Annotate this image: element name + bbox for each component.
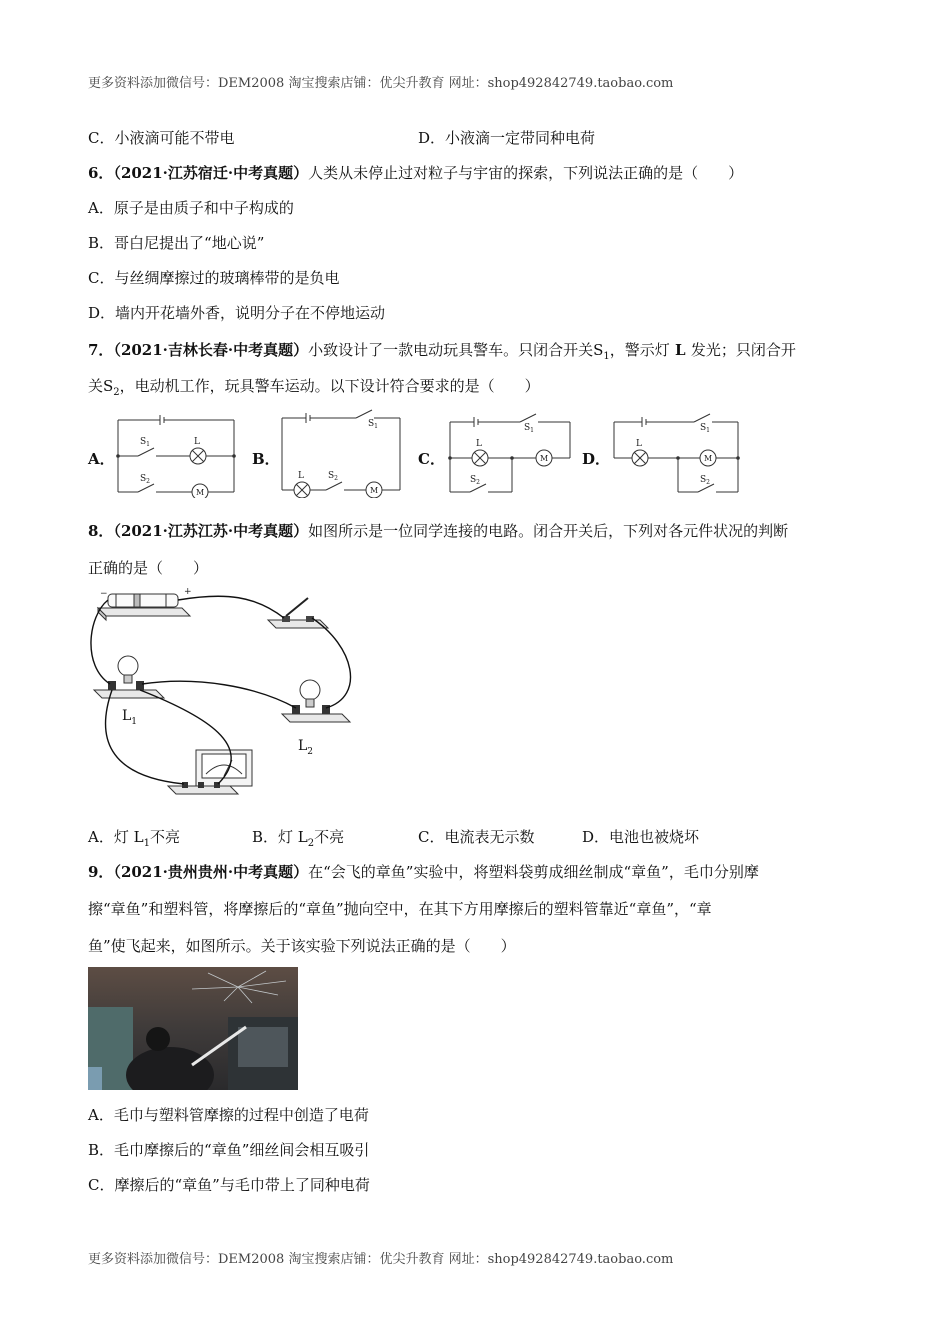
q8-number: 8．: [88, 522, 114, 540]
q6-option-b: B．哥白尼提出了“地心说”: [88, 234, 265, 252]
svg-text:S2: [470, 475, 480, 486]
q6-option-a: A．原子是由质子和中子构成的: [88, 199, 294, 217]
q5-option-c: C．小液滴可能不带电: [88, 129, 235, 147]
circuit-b-s2-label: S: [328, 471, 335, 481]
circuit-b-s2-sub: 2: [334, 475, 338, 482]
circuit-c-motor-label: M: [540, 454, 549, 463]
q7-label-a: A．: [88, 450, 115, 468]
svg-text:S1: [700, 423, 710, 434]
circuit-d-s2-sub: 2: [706, 479, 710, 486]
q8-option-b-sub: 2: [307, 838, 315, 849]
circuit-d-s1-label: S: [700, 423, 707, 433]
svg-text:L1: [122, 708, 137, 727]
circuit-diagram-b: [276, 406, 406, 498]
q8-option-c: C．电流表无示数: [418, 828, 535, 846]
q7-text-5: ，电动机工作，玩具警车运动。以下设计符合要求的是（ ）: [119, 377, 540, 395]
circuit-diagram-a: [112, 412, 240, 498]
circuit-diagram-c: [444, 408, 576, 498]
q9-source: （2021·贵州贵州·中考真题）: [113, 863, 309, 881]
q9-number: 9．: [88, 863, 114, 881]
svg-text:S2: [328, 471, 338, 482]
q8-option-b-text: B．灯 L: [252, 828, 308, 846]
circuit-c-s1-label: S: [524, 423, 531, 433]
q6-text: 人类从未停止过对粒子与宇宙的探索，下列说法正确的是（ ）: [308, 164, 744, 182]
q7-text-1: 小致设计了一款电动玩具警车。只闭合开关S: [308, 341, 604, 359]
q8-stem-line2: 正确的是（ ）: [88, 559, 209, 577]
q7-text-4: 关S: [88, 377, 114, 395]
q7-lamp-l: L: [669, 341, 691, 359]
figure-l2-sub: 2: [307, 747, 314, 757]
page-footer: 更多资料添加微信号：DEM2008 淘宝搜索店铺：优尖升教育 网址：shop492842749.taobao.com: [88, 1252, 674, 1267]
q8-option-d: D．电池也被烧坏: [582, 828, 700, 846]
page-header: 更多资料添加微信号：DEM2008 淘宝搜索店铺：优尖升教育 网址：shop492842749.taobao.com: [88, 76, 674, 91]
q7-sub-2: 2: [113, 387, 120, 398]
q9-option-a: A．毛巾与塑料管摩擦的过程中创造了电荷: [88, 1106, 369, 1124]
svg-text:S1: [524, 423, 534, 434]
circuit-a-s2-sub: 2: [146, 478, 150, 485]
q6-option-d: D．墙内开花墙外香，说明分子在不停地运动: [88, 304, 386, 322]
q8-option-b: [252, 827, 344, 854]
q8-option-a: [88, 827, 180, 854]
q8-circuit-photo: [86, 586, 362, 806]
circuit-a-motor-label: M: [196, 488, 205, 497]
circuit-c-lamp-label: L: [476, 439, 482, 449]
q9-experiment-photo: [88, 967, 298, 1090]
circuit-a-lamp-label: L: [194, 437, 200, 447]
circuit-a-s1-label: S: [140, 437, 147, 447]
q9-stem-line3: 鱼”使飞起来，如图所示。关于该实验下列说法正确的是（ ）: [88, 937, 516, 955]
q8-option-a-text2: 不亮: [149, 828, 180, 846]
q8-text-1: 如图所示是一位同学连接的电路。闭合开关后，下列对各元件状况的判断: [308, 522, 789, 540]
circuit-b-s1-label: S: [368, 419, 375, 429]
circuit-b-motor-label: M: [370, 486, 379, 495]
q7-text-3: 发光；只闭合开: [690, 341, 796, 359]
q8-stem-line1: [88, 521, 788, 541]
svg-text:S1: [368, 419, 378, 430]
circuit-d-lamp-label: L: [636, 439, 642, 449]
svg-text:S1: [140, 437, 150, 448]
figure-l1-sub: 1: [131, 717, 138, 727]
q8-source: （2021·江苏江苏·中考真题）: [113, 522, 309, 540]
q7-stem-line1: [88, 340, 796, 367]
svg-text:S2: [140, 474, 150, 485]
q5-option-d: D．小液滴一定带同种电荷: [418, 129, 596, 147]
q6-source: （2021·江苏宿迁·中考真题）: [113, 164, 309, 182]
circuit-a-s2-label: S: [140, 474, 147, 484]
q8-option-a-sub: 1: [143, 838, 150, 849]
circuit-d-motor-label: M: [704, 454, 713, 463]
figure-l2-label: L: [298, 738, 308, 754]
circuit-c-s2-label: S: [470, 475, 477, 485]
q7-label-d: D．: [582, 450, 611, 468]
q7-label-c: C．: [418, 450, 445, 468]
q9-text-1: 在“会飞的章鱼”实验中，将塑料袋剪成细丝制成“章鱼”，毛巾分别摩: [308, 863, 759, 881]
q9-stem-line1: [88, 862, 759, 882]
q7-stem-line2: [88, 376, 540, 403]
circuit-b-s1-sub: 1: [374, 423, 378, 430]
circuit-diagram-d: [608, 408, 744, 498]
q7-label-b: B．: [252, 450, 280, 468]
circuit-a-s1-sub: 1: [146, 441, 150, 448]
circuit-d-s2-label: S: [700, 475, 707, 485]
battery-plus-label: +: [184, 587, 192, 597]
q7-text-2: ，警示灯: [609, 341, 670, 359]
q7-source: （2021·吉林长春·中考真题）: [113, 341, 309, 359]
q7-number: 7．: [88, 341, 114, 359]
q8-option-b-text2: 不亮: [314, 828, 345, 846]
q9-option-c: C．摩擦后的“章鱼”与毛巾带上了同种电荷: [88, 1176, 370, 1194]
q6-option-c: C．与丝绸摩擦过的玻璃棒带的是负电: [88, 269, 340, 287]
battery-minus-label: −: [100, 589, 108, 599]
circuit-d-s1-sub: 1: [706, 427, 710, 434]
q6-number: 6．: [88, 164, 114, 182]
figure-l1-label: L: [122, 708, 132, 724]
q9-option-b: B．毛巾摩擦后的“章鱼”细丝间会相互吸引: [88, 1141, 370, 1159]
q9-stem-line2: 擦“章鱼”和塑料管，将摩擦后的“章鱼”抛向空中，在其下方用摩擦后的塑料管靠近“章鱼”，“章: [88, 900, 712, 918]
q6-stem: [88, 163, 743, 183]
q8-option-a-text: A．灯 L: [88, 828, 144, 846]
q7-sub-1: 1: [603, 351, 610, 362]
svg-text:S2: [700, 475, 710, 486]
circuit-c-s1-sub: 1: [530, 427, 534, 434]
circuit-c-s2-sub: 2: [476, 479, 480, 486]
circuit-b-lamp-label: L: [298, 471, 304, 481]
svg-text:L2: [298, 738, 313, 757]
